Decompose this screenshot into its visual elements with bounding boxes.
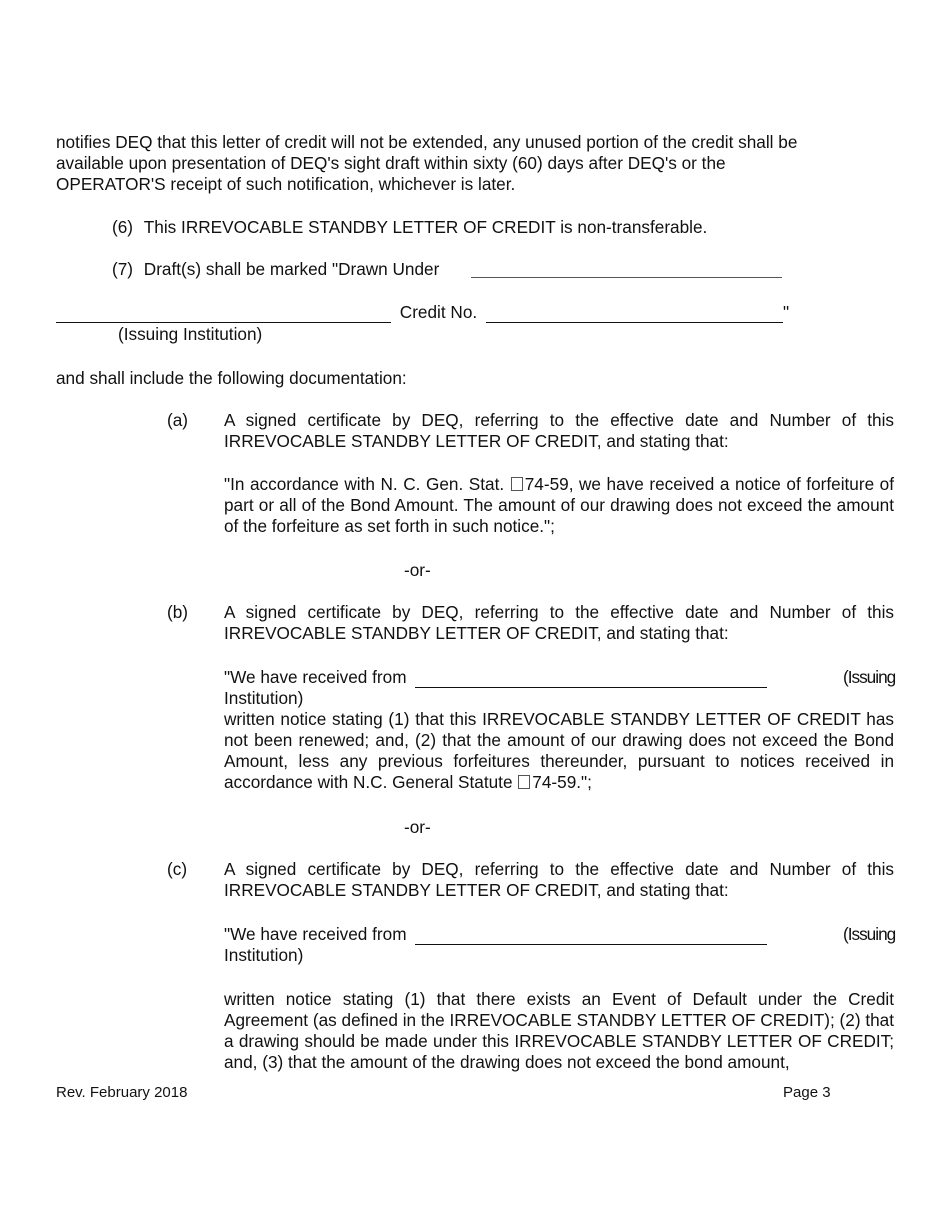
item-c-received-from-text: "We have received from bbox=[224, 924, 407, 944]
item-c-text: A signed certificate by DEQ, referring to the effective date and Number of this IRREVOCABLE STANDBY LETTER OF CREDIT, and stating that: bbox=[224, 859, 894, 900]
item-6 bbox=[112, 217, 707, 238]
item-c-label: (c) bbox=[167, 859, 188, 879]
drawn-under-blank[interactable] bbox=[471, 277, 782, 278]
intro-line-3: OPERATOR'S receipt of such notification, whichever is later. bbox=[56, 174, 516, 194]
item-a-quote bbox=[224, 474, 894, 537]
item-b-body bbox=[224, 709, 894, 793]
footer-page-number: Page 3 bbox=[783, 1084, 831, 1101]
section-symbol-icon bbox=[511, 477, 523, 491]
item-7-number: (7) bbox=[112, 259, 134, 279]
item-c-issuing-open: (Issuing bbox=[843, 924, 896, 944]
documentation-intro: and shall include the following documentation: bbox=[56, 368, 407, 388]
intro-line-1: notifies DEQ that this letter of credit will not be extended, any unused portion of the credit shall be bbox=[56, 132, 798, 152]
item-c-body: written notice stating (1) that there exists an Event of Default under the Credit Agreement (as defined in the IRREVOCABLE STANDBY LETTER OF CREDIT); (2) that a drawing should be made under this IRREVOCABLE STANDBY LETTER OF CREDIT; and, (3) that the amount of the drawing does not exceed the bond amount, bbox=[224, 989, 894, 1072]
item-6-text: This IRREVOCABLE STANDBY LETTER OF CREDIT is non-transferable. bbox=[143, 217, 708, 237]
item-c-received-from bbox=[224, 924, 767, 945]
item-7 bbox=[112, 259, 439, 280]
intro-paragraph bbox=[56, 132, 797, 195]
credit-number-blank[interactable] bbox=[486, 303, 783, 323]
item-6-number: (6) bbox=[112, 217, 134, 237]
item-a-quote-post: 74-59, we have received a notice of forfeiture of part or all of the Bond Amount. The amount of our drawing does not exceed the amount of the forfeiture as set forth in such notice."; bbox=[224, 474, 895, 536]
item-b-body-pre: written notice stating (1) that this IRREVOCABLE STANDBY LETTER OF CREDIT has not been renewed; and, (2) that the amount of our drawing does not exceed the Bond Amount, less any previous forfeitures thereunder, pursuant to notices received in accordance with N.C. General Statute bbox=[224, 709, 894, 792]
item-b-issuer-blank[interactable] bbox=[415, 669, 767, 688]
item-b-received-from bbox=[224, 667, 767, 688]
item-b-received-from-text: "We have received from bbox=[224, 667, 407, 687]
closing-quote: " bbox=[782, 302, 790, 322]
credit-no-label: Credit No. bbox=[399, 302, 478, 322]
item-7-text: Draft(s) shall be marked "Drawn Under bbox=[143, 259, 440, 279]
section-symbol-icon bbox=[518, 775, 530, 789]
item-a-label: (a) bbox=[167, 410, 189, 430]
item-b-body-post: 74-59."; bbox=[532, 772, 592, 792]
footer-revision: Rev. February 2018 bbox=[56, 1084, 188, 1101]
item-a-text: A signed certificate by DEQ, referring to the effective date and Number of this IRREVOCABLE STANDBY LETTER OF CREDIT, and stating that: bbox=[224, 410, 894, 451]
item-b-label: (b) bbox=[167, 602, 189, 622]
item-c-issuing-close: Institution) bbox=[224, 945, 304, 965]
or-separator-1: -or- bbox=[404, 560, 431, 580]
issuing-institution-label: (Issuing Institution) bbox=[118, 324, 263, 344]
item-b-issuing-close: Institution) bbox=[224, 688, 304, 708]
intro-line-2: available upon presentation of DEQ's sight draft within sixty (60) days after DEQ's or the bbox=[56, 153, 726, 173]
or-separator-2: -or- bbox=[404, 817, 431, 837]
issuing-institution-blank[interactable] bbox=[56, 303, 391, 323]
item-b-issuing-open: (Issuing bbox=[843, 667, 896, 687]
item-c-issuer-blank[interactable] bbox=[415, 926, 767, 945]
item-a-quote-pre: "In accordance with N. C. Gen. Stat. bbox=[224, 474, 505, 494]
credit-line bbox=[56, 302, 789, 323]
item-b-text: A signed certificate by DEQ, referring to the effective date and Number of this IRREVOCABLE STANDBY LETTER OF CREDIT, and stating that: bbox=[224, 602, 894, 643]
